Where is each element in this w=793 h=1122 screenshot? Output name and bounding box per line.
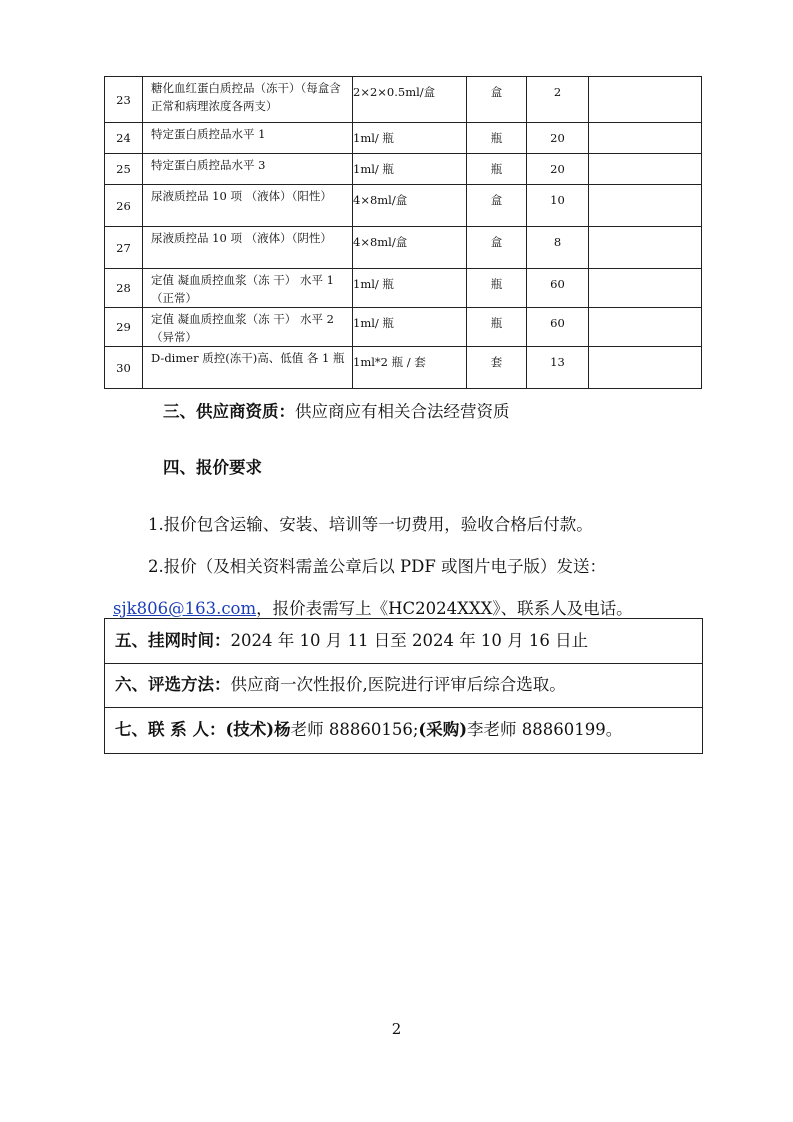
item-unit-cell — [467, 123, 527, 154]
item-remark-cell — [589, 347, 702, 389]
row-number-cell — [105, 347, 143, 389]
table-row — [105, 308, 702, 347]
item-unit-cell — [467, 227, 527, 269]
row-number-cell — [105, 77, 143, 123]
item-name-cell — [143, 227, 353, 269]
section-4-item-2: 2.报价（及相关资料需盖公章后以 PDF 或图片电子版）发送： — [148, 557, 607, 576]
item-quantity-cell — [527, 154, 589, 185]
item-quantity: 60 — [550, 277, 565, 291]
section-6-text: 供应商一次性报价,医院进行评审后综合选取。 — [230, 675, 566, 694]
section-7-text-2: 李老师 88860199。 — [467, 720, 623, 739]
row-number: 29 — [116, 320, 131, 334]
section-5 — [104, 618, 703, 664]
item-name: 定值 凝血质控血浆（冻 干） 水平 1（正常） — [151, 273, 334, 305]
item-table-body — [105, 77, 702, 389]
item-spec: 1ml/ 瓶 — [353, 316, 394, 330]
item-quantity: 60 — [550, 316, 565, 330]
item-spec: 4×8ml/盒 — [353, 193, 408, 207]
section-6-title: 六、评选方法： — [115, 675, 231, 694]
item-quantity: 8 — [553, 235, 562, 249]
section-4-item-2-tail: ，报价表需写上《HC2024XXX》、联系人及电话。 — [256, 599, 633, 618]
item-remark-cell — [589, 308, 702, 347]
item-name: 定值 凝血质控血浆（冻 干） 水平 2（异常） — [151, 312, 334, 344]
item-table — [104, 76, 702, 389]
table-row — [105, 185, 702, 227]
item-unit: 盒 — [490, 235, 503, 249]
item-remark-cell — [589, 77, 702, 123]
section-7-text-1: 老师 88860156; — [290, 720, 419, 739]
item-unit: 瓶 — [490, 131, 503, 145]
item-quantity-cell — [527, 77, 589, 123]
row-number-cell — [105, 123, 143, 154]
item-spec-cell — [353, 123, 467, 154]
item-remark-cell — [589, 154, 702, 185]
item-quantity-cell — [527, 123, 589, 154]
row-number: 23 — [116, 92, 131, 107]
row-number: 28 — [116, 281, 131, 295]
item-spec-cell — [353, 227, 467, 269]
item-name-cell — [143, 185, 353, 227]
item-quantity-cell — [527, 308, 589, 347]
item-spec-cell — [353, 77, 467, 123]
section-7 — [104, 708, 703, 754]
item-spec-cell — [353, 308, 467, 347]
item-name: 特定蛋白质控品水平 3 — [151, 158, 266, 172]
item-quantity-cell — [527, 185, 589, 227]
item-name: 尿液质控品 10 项 （液体）（阴性） — [151, 231, 332, 245]
item-unit: 瓶 — [490, 277, 503, 291]
item-spec: 1ml*2 瓶 / 套 — [353, 355, 426, 369]
section-4-item-1: 1.报价包含运输、安装、培训等一切费用，验收合格后付款。 — [148, 515, 593, 534]
section-4-item-2-cont — [113, 595, 633, 619]
item-unit: 瓶 — [490, 316, 503, 330]
row-number: 27 — [116, 240, 131, 255]
item-remark-cell — [589, 185, 702, 227]
item-spec-cell — [353, 185, 467, 227]
table-row — [105, 347, 702, 389]
item-unit-cell — [467, 269, 527, 308]
item-remark-cell — [589, 227, 702, 269]
item-unit: 盒 — [490, 85, 503, 99]
item-unit: 盒 — [490, 193, 503, 207]
item-unit: 套 — [490, 355, 503, 369]
item-spec-cell — [353, 269, 467, 308]
item-unit: 瓶 — [490, 162, 503, 176]
item-spec: 1ml/ 瓶 — [353, 131, 394, 145]
table-row — [105, 123, 702, 154]
item-name-cell — [143, 77, 353, 123]
row-number: 24 — [116, 131, 131, 145]
row-number-cell — [105, 185, 143, 227]
item-unit-cell — [467, 77, 527, 123]
item-spec: 2×2×0.5ml/盒 — [353, 85, 436, 99]
row-number-cell — [105, 269, 143, 308]
section-7-title: 七、联 系 人：(技术)杨 — [115, 720, 291, 739]
item-quantity-cell — [527, 269, 589, 308]
item-name: D-dimer 质控(冻干)高、低值 各 1 瓶 — [151, 351, 345, 365]
item-quantity: 13 — [550, 355, 565, 369]
row-number-cell — [105, 227, 143, 269]
email-link[interactable]: sjk806@163.com — [113, 599, 257, 618]
item-name: 尿液质控品 10 项 （液体）（阳性） — [151, 189, 332, 203]
page-number: 2 — [391, 1020, 402, 1038]
item-remark-cell — [589, 123, 702, 154]
section-7-title-2: (采购) — [418, 720, 468, 739]
item-name-cell — [143, 123, 353, 154]
section-4-title: 四、报价要求 — [163, 458, 262, 477]
item-quantity: 20 — [550, 162, 565, 176]
table-row — [105, 269, 702, 308]
table-row — [105, 154, 702, 185]
section-5-text: 2024 年 10 月 11 日至 2024 年 10 月 16 日止 — [230, 631, 589, 650]
row-number: 26 — [116, 198, 131, 213]
item-remark-cell — [589, 269, 702, 308]
table-row — [105, 227, 702, 269]
item-quantity-cell — [527, 347, 589, 389]
item-spec: 4×8ml/盒 — [353, 235, 408, 249]
item-quantity: 2 — [553, 85, 562, 99]
section-3-title: 三、供应商资质： — [163, 402, 295, 421]
item-spec: 1ml/ 瓶 — [353, 162, 394, 176]
section-5-title: 五、挂网时间： — [115, 631, 231, 650]
row-number: 25 — [116, 162, 131, 176]
item-name-cell — [143, 308, 353, 347]
item-unit-cell — [467, 308, 527, 347]
item-quantity: 10 — [550, 193, 565, 207]
item-spec-cell — [353, 347, 467, 389]
item-name-cell — [143, 347, 353, 389]
item-unit-cell — [467, 347, 527, 389]
item-unit-cell — [467, 185, 527, 227]
row-number-cell — [105, 308, 143, 347]
section-3 — [163, 398, 510, 422]
item-quantity-cell — [527, 227, 589, 269]
row-number-cell — [105, 154, 143, 185]
row-number: 30 — [116, 360, 131, 375]
item-quantity: 20 — [550, 131, 565, 145]
item-unit-cell — [467, 154, 527, 185]
item-name-cell — [143, 269, 353, 308]
item-name: 特定蛋白质控品水平 1 — [151, 127, 266, 141]
item-name-cell — [143, 154, 353, 185]
item-name: 糖化血红蛋白质控品（冻干）（每盒含正常和病理浓度各两支） — [151, 81, 341, 113]
item-spec-cell — [353, 154, 467, 185]
section-3-text: 供应商应有相关合法经营资质 — [295, 402, 510, 421]
section-6 — [104, 663, 703, 708]
table-row — [105, 77, 702, 123]
item-spec: 1ml/ 瓶 — [353, 277, 394, 291]
